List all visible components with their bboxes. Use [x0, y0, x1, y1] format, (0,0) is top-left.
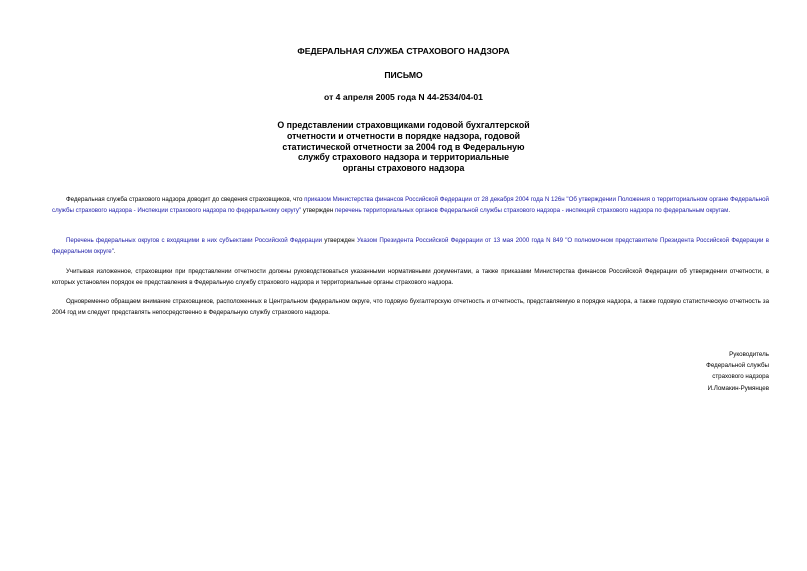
p1-text-1: Федеральная служба страхового надзора доводит до сведения страховщиков, что	[66, 196, 305, 203]
link-presidential-decree-849[interactable]: Указом Президента Российской Федерации от 13 мая 2000 года N 849 "О полномочном представителе Президента Российской Федерации в федеральном округе"	[52, 237, 769, 255]
signature-block	[706, 349, 769, 394]
signature-name: И.Ломакин-Румянцев	[707, 384, 769, 392]
subject-line: органы страхового надзора	[342, 163, 465, 174]
link-list-territorial-bodies[interactable]: перечень территориальных органов Федеральной службы страхового надзора - инспекций страхового надзора по федеральным округам	[334, 206, 729, 214]
paragraph-4: Одновременно обращаем внимание страховщиков, расположенных в Центральном федеральном округе, что годовую бухгалтерскую отчетность и отчетность, представляемую в порядке надзора, а также годовую статистическую отчетность за 2004 год им следует представлять непосредственно в Федеральную службу страхового надзора.	[52, 298, 769, 316]
subject-line: О представлении страховщиками годовой бухгалтерской	[277, 120, 530, 130]
p1-text-3: .	[728, 206, 731, 214]
signature-line: Руководитель	[729, 351, 769, 358]
document-date-number: от 4 апреля 2005 года N 44-2534/04-01	[324, 92, 483, 102]
document-subject	[0, 120, 807, 174]
paragraph-1	[52, 195, 769, 216]
paragraph-2	[52, 236, 769, 257]
link-list-federal-districts[interactable]: Перечень федеральных округов с входящими в них субъектами Российской Федерации	[66, 237, 323, 244]
p1-text-2: утвержден	[301, 206, 335, 214]
paragraph-3: Учитывая изложенное, страховщики при представлении отчетности должны руководствоваться указанными нормативными документами, а также приказами Министерства финансов Российской Федерации об утверждении отчетности, в которых установлен порядок ее представления в Федеральную службу страхового надзора и территориальные органы страхового надзора.	[52, 268, 769, 286]
signature-line: Федеральной службы	[706, 362, 769, 370]
agency-title: ФЕДЕРАЛЬНАЯ СЛУЖБА СТРАХОВОГО НАДЗОРА	[297, 46, 510, 56]
document-type: ПИСЬМО	[384, 70, 423, 80]
p2-text-2: .	[113, 247, 116, 255]
subject-line: статистической отчетности за 2004 год в Федеральную	[282, 141, 525, 152]
p2-text-1: утвержден	[322, 237, 357, 244]
link-order-minfin-126n[interactable]: приказом Министерства финансов Российской Федерации от 28 декабря 2004 года N 126н "Об утверждении Положения о территориальном органе Федеральной службы страхового надзора - Инспекции страхового надзора по федеральному округу"	[52, 196, 769, 214]
subject-line: службу страхового надзора и территориальные	[297, 152, 510, 163]
signature-line: страхового надзора	[712, 373, 769, 381]
subject-line: отчетности и отчетности в порядке надзора, годовой	[286, 130, 521, 141]
